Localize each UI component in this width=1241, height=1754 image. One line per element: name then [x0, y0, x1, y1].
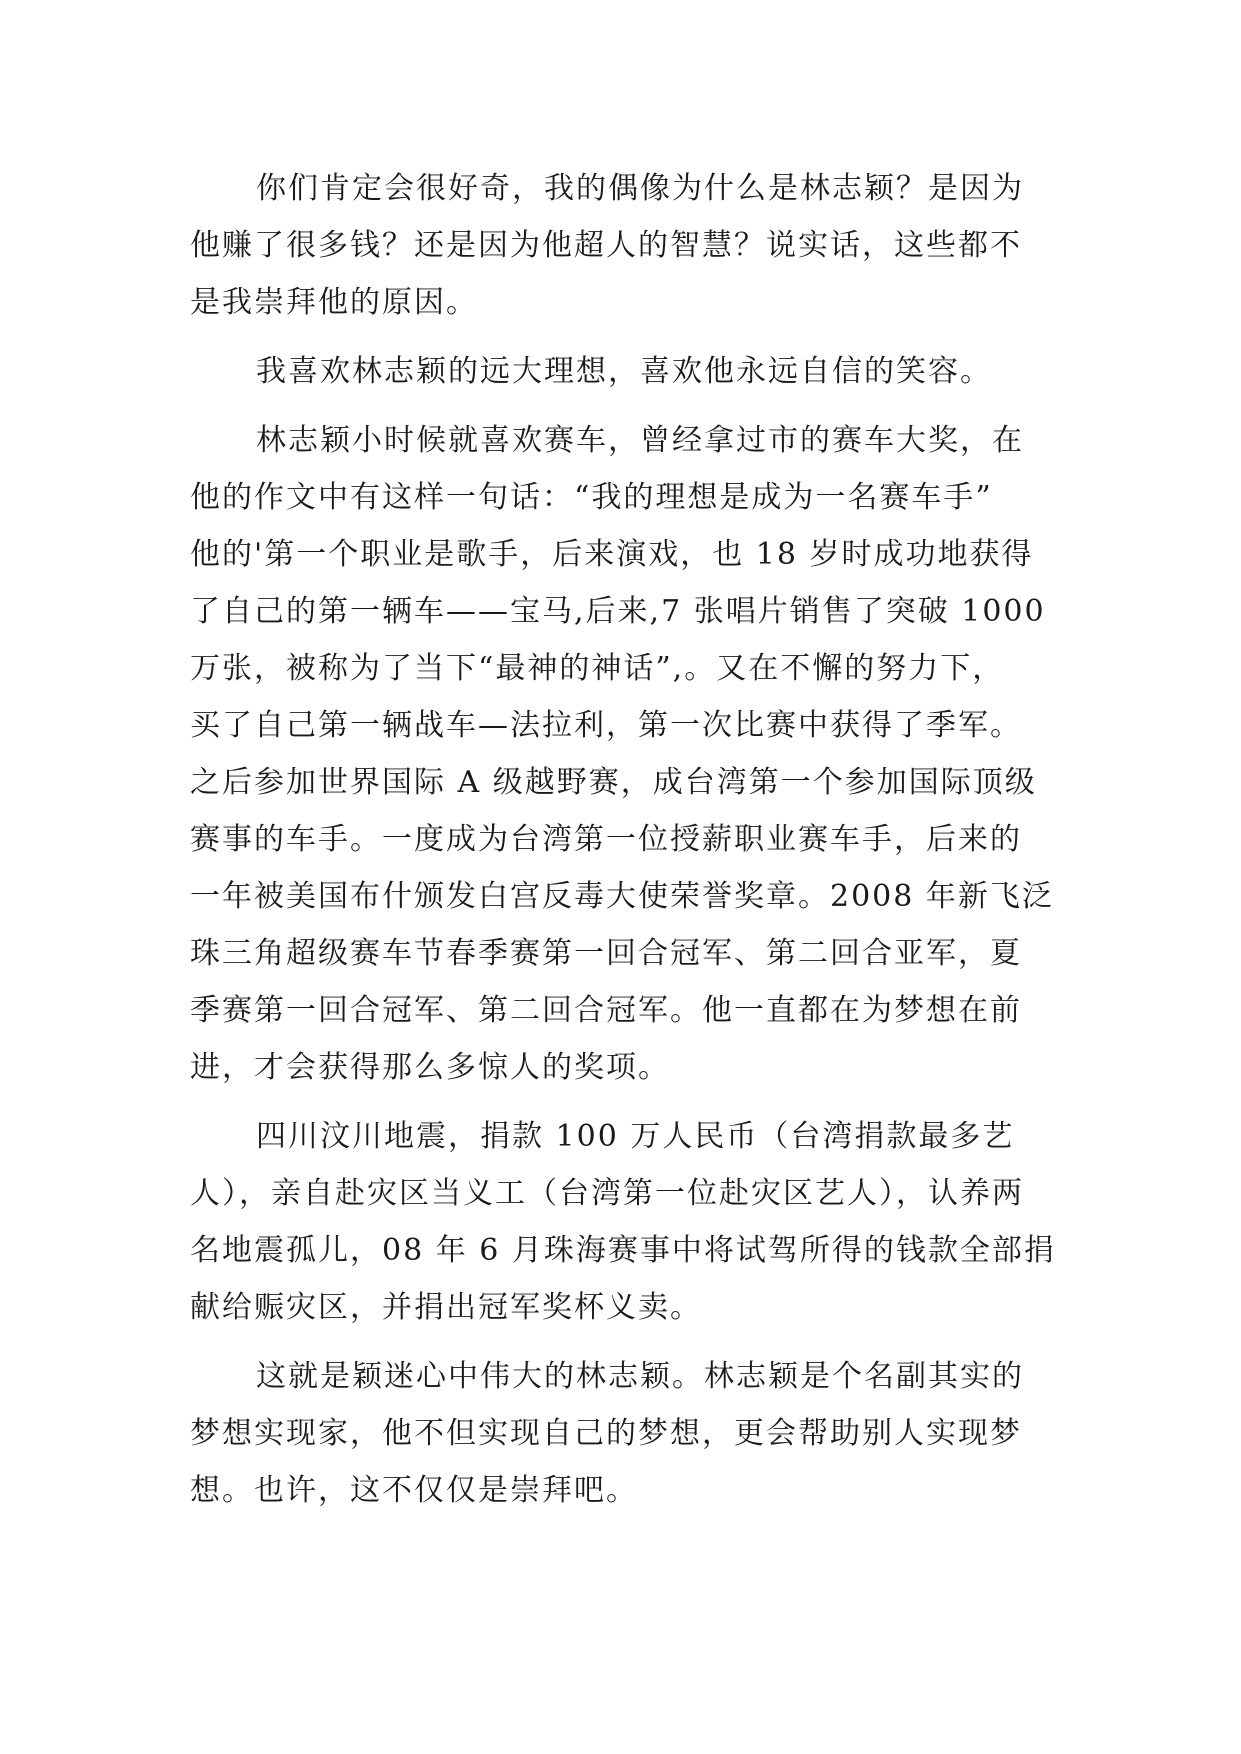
text-line: 是我崇拜他的原因。 — [190, 285, 478, 320]
text-line: 一年被美国布什颁发白宫反毒大使荣誉奖章。2008 年新飞泛 — [190, 879, 1054, 914]
text-line: 进，才会获得那么多惊人的奖项。 — [190, 1050, 670, 1085]
text-line: 他的'第一个职业是歌手，后来演戏，也 18 岁时成功地获得 — [190, 537, 1034, 572]
text-line: 名地震孤儿，08 年 6 月珠海赛事中将试驾所得的钱款全部捐 — [190, 1233, 1056, 1268]
text-line: 林志颖小时候就喜欢赛车，曾经拿过市的赛车大奖，在 — [256, 423, 1024, 458]
paragraph-3 — [190, 412, 1080, 1096]
text-line: 之后参加世界国际 A 级越野赛，成台湾第一个参加国际顶级 — [190, 765, 1037, 800]
paragraph-5 — [190, 1348, 1080, 1519]
paragraph-1 — [190, 160, 1080, 331]
text-line: 买了自己第一辆战车—法拉利，第一次比赛中获得了季军。 — [190, 708, 1022, 743]
text-line: 他的作文中有这样一句话：“我的理想是成为一名赛车手” — [190, 480, 993, 515]
text-line: 季赛第一回合冠军、第二回合冠军。他一直都在为梦想在前 — [190, 993, 1022, 1028]
text-line: 赛事的车手。一度成为台湾第一位授薪职业赛车手，后来的 — [190, 822, 1022, 857]
text-line: 想。也许，这不仅仅是崇拜吧。 — [190, 1473, 638, 1508]
paragraph-2 — [190, 343, 1080, 400]
text-line: 了自己的第一辆车——宝马,后来,7 张唱片销售了突破 1000 — [190, 594, 1046, 629]
text-line: 万张，被称为了当下“最神的神话”,。又在不懈的努力下， — [190, 651, 1005, 686]
body-text — [190, 160, 1080, 1531]
text-line: 梦想实现家，他不但实现自己的梦想，更会帮助别人实现梦 — [190, 1416, 1022, 1451]
text-line: 你们肯定会很好奇，我的偶像为什么是林志颖？是因为 — [256, 171, 1024, 206]
text-line: 四川汶川地震，捐款 100 万人民币（台湾捐款最多艺 — [256, 1119, 1015, 1154]
text-line: 这就是颖迷心中伟大的林志颖。林志颖是个名副其实的 — [256, 1359, 1024, 1394]
text-line: 珠三角超级赛车节春季赛第一回合冠军、第二回合亚军，夏 — [190, 936, 1022, 971]
paragraph-4 — [190, 1108, 1080, 1336]
text-line: 献给赈灾区，并捐出冠军奖杯义卖。 — [190, 1290, 702, 1325]
text-line: 人），亲自赴灾区当义工（台湾第一位赴灾区艺人），认养两 — [190, 1176, 1024, 1211]
text-line: 我喜欢林志颖的远大理想，喜欢他永远自信的笑容。 — [256, 354, 992, 389]
text-line: 他赚了很多钱？还是因为他超人的智慧？说实话，这些都不 — [190, 228, 1022, 263]
